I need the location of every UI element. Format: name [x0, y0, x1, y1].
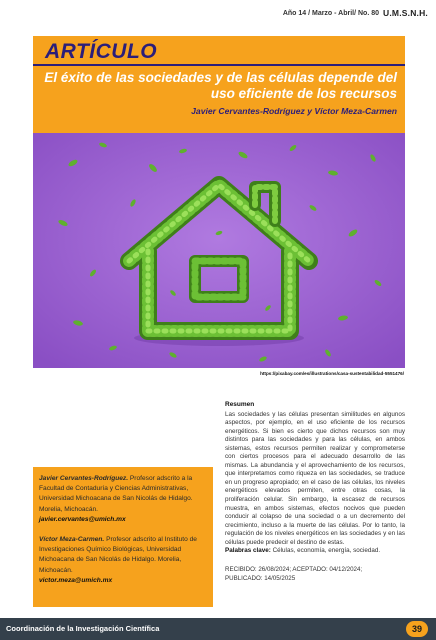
- article-title: El éxito de las sociedades y de las células depende del uso eficiente de los recursos: [44, 70, 397, 101]
- author-bios: [33, 467, 213, 607]
- bio-2-email[interactable]: victor.meza@umich.mx: [39, 576, 113, 584]
- abstract: [225, 401, 405, 583]
- section-label: ARTÍCULO: [45, 40, 158, 63]
- leaf-house-photo: [33, 133, 405, 368]
- bio-1-email[interactable]: javier.cervantes@umich.mx: [39, 515, 126, 523]
- footer-label: Coordinación de la Investigación Científica: [6, 624, 160, 633]
- keywords: [225, 547, 405, 556]
- received-accepted: RECIBIDO: 26/08/2024; ACEPTADO: 04/12/2024;: [225, 565, 363, 573]
- image-credit[interactable]: https://pixabay.com/es/illustrations/casa-sustentabilidad-5551476/: [260, 371, 404, 376]
- keywords-label: Palabras clave:: [225, 547, 271, 555]
- bio-2: [39, 535, 207, 586]
- bio-1-name: Javier Cervantes-Rodríguez.: [39, 475, 129, 482]
- issue-label: Año 14 / Marzo - Abril/ No. 80: [282, 9, 380, 17]
- bio-2-name: Víctor Meza-Carmen.: [39, 536, 105, 544]
- abstract-body: Las sociedades y las células presentan similitudes en algunos aspectos, por ejemplo, en el uso eficiente de los recursos energéticos. Si bien es cierto que dichos recursos son muy distintos para las sociedades y para las células, en ambos sistemas, estos recursos permiten realizar y comprometerse con ciertos procesos para el adecuado desarrollo de las mismas. La abundancia y el aprovechamiento de los recursos, que interpretamos como riqueza en las sociedades, se traduce en un progreso apropiado; en el caso de las células, los niveles energéticos elevados permiten, entre otras cosas, la proliferación celular. Sin embargo, la escasez de recursos muestra, en ambos sistemas, efectos nocivos que pueden conducir al colapso de una sociedad o a un decremento del crecimiento, incluso a la muerte de las células. Por lo tanto, la regulación de los niveles energéticos en las sociedades y en las células puede predecir el destino de estas.: [225, 410, 405, 546]
- header-divider: [33, 64, 405, 66]
- leaf-house-illustration: [33, 133, 405, 368]
- bio-2-text: Profesor adscrito al Instituto de Investigaciones Químico Biológicas, Universidad Michoacana de San Nicolás de Hidalgo. Morelia, Michoacán.: [39, 536, 197, 574]
- article-dates: [225, 565, 405, 583]
- keywords-list: Células, economía, energía, sociedad.: [270, 547, 381, 555]
- page-footer: [0, 618, 436, 640]
- page-number: 39: [406, 621, 428, 637]
- published-date: PUBLICADO: 14/05/2025: [225, 574, 296, 582]
- institution-label: U.M.S.N.H.: [383, 8, 428, 18]
- abstract-heading: Resumen: [225, 401, 255, 408]
- bio-1: [39, 474, 207, 525]
- issue-info: [283, 6, 428, 20]
- bio-1-text: Profesor adscrito a la Facultad de Contaduría y Ciencias Administrativas, Universidad Michoacana de San Nicolás de Hidalgo. Morelia, Michoacán.: [39, 475, 193, 513]
- article-authors: Javier Cervantes-Rodríguez y Víctor Meza-Carmen: [191, 106, 397, 116]
- article-header: [33, 36, 405, 136]
